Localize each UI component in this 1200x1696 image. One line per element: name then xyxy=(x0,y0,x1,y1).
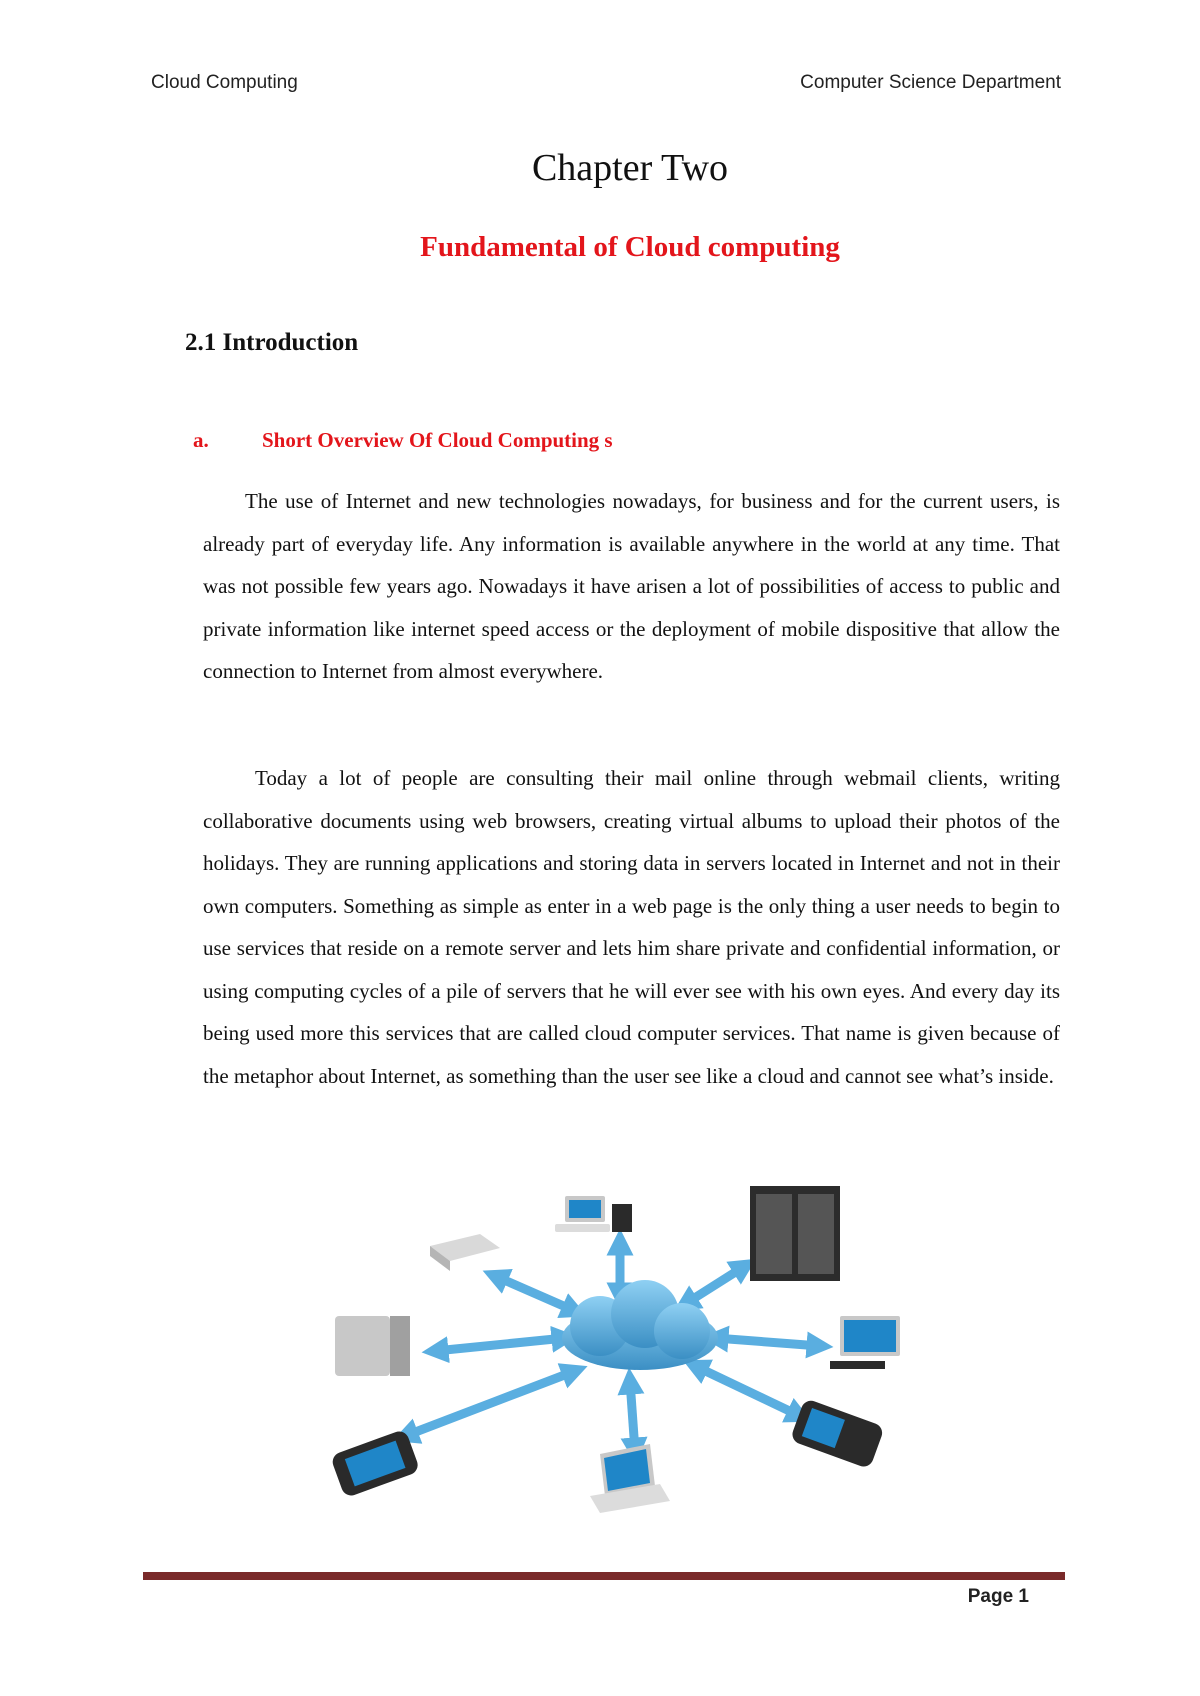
running-header-right: Computer Science Department xyxy=(800,72,1061,93)
chapter-title: Chapter Two xyxy=(531,147,729,189)
phone-right xyxy=(790,1398,885,1469)
cloud-network-diagram-icon xyxy=(320,1186,1010,1516)
subsection-marker: a. xyxy=(193,428,209,452)
footer-rule xyxy=(143,1572,1065,1580)
page-number: Page 1 xyxy=(967,1586,1029,1607)
running-header-left: Cloud Computing xyxy=(151,72,298,93)
storage-box xyxy=(335,1316,410,1376)
paragraph-cloud-services: Today a lot of people are consulting their mail online through webmail clients, writing collaborative documents using web browsers, creating virtual albums to upload their photos of the holidays. They are running applications and storing data in servers located in Internet and not in their own computers. Something as simple as enter in a web page is the only thing a user needs to begin to use services that reside on a remote server and lets him share private and confidential information, or using computing cycles of a pile of servers that he will ever see with his own eyes. And every day its being used more this services that are called cloud computer services. That name is given because of the metaphor about Internet, as something than the user see like a cloud and cannot see what’s inside. xyxy=(203,766,1060,1088)
monitor-right xyxy=(830,1316,900,1369)
router-box xyxy=(430,1234,500,1271)
chapter-subtitle: Fundamental of Cloud computing xyxy=(420,231,840,263)
paragraph-intro: The use of Internet and new technologies nowadays, for business and for the current users, is already part of everyday life. Any information is available anywhere in the world at any time. That was not possible few years ago. Nowadays it have arisen a lot of possibilities of access to public and private information like internet speed access or the deployment of mobile dispositive that allow the connection to Internet from almost everywhere. xyxy=(203,489,1060,683)
section-heading: 2.1 Introduction xyxy=(185,329,359,356)
phone-left xyxy=(330,1429,421,1499)
server-rack xyxy=(750,1186,840,1281)
laptop-bottom xyxy=(590,1444,670,1513)
desktop-top xyxy=(555,1196,632,1232)
subsection-title: Short Overview Of Cloud Computing s xyxy=(262,428,613,452)
subsection-heading xyxy=(193,428,613,453)
